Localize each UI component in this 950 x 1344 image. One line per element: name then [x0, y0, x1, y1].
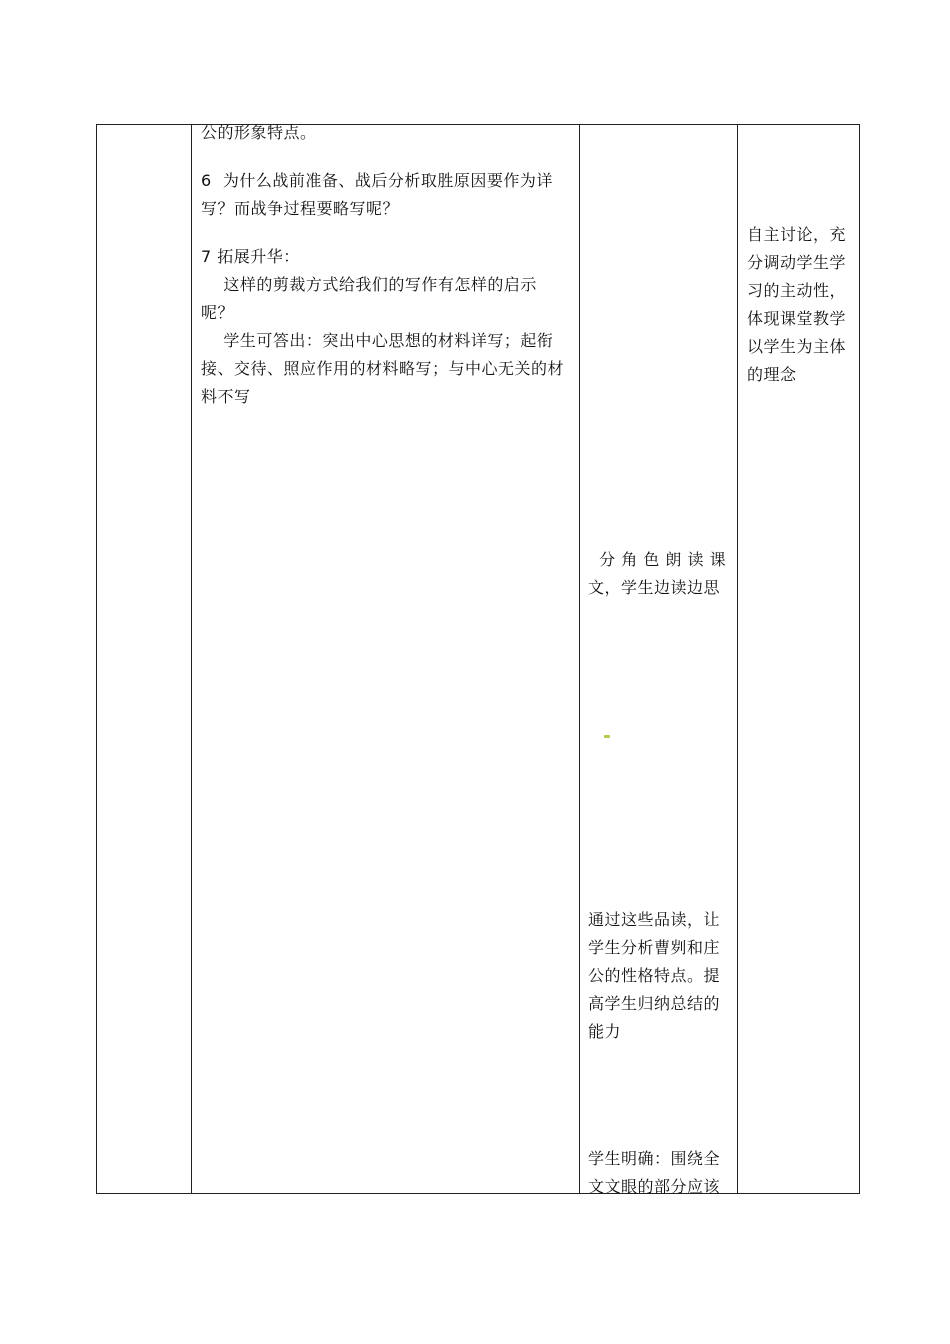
question-6-line: 6 为什么战前准备、战后分析取胜原因要作为详 [201, 171, 553, 190]
student-activity-line: 高学生归纳总结的 [588, 994, 721, 1013]
design-intent-line: 体现课堂教学 [747, 309, 847, 328]
design-intent-line: 以学生为主体 [747, 337, 847, 356]
student-activity-line: 文文眼的部分应该 [588, 1177, 721, 1196]
design-intent-line: 自主讨论，充 [747, 225, 847, 244]
design-intent-line: 的理念 [747, 365, 797, 384]
column-divider-3 [737, 125, 738, 1193]
question-7-heading: 7 拓展升华： [201, 247, 300, 266]
student-activity-line: 学生分析曹刿和庄 [588, 938, 721, 957]
student-activity-line: 公的性格特点。提 [588, 966, 721, 985]
content-line: 公的形象特点。 [201, 123, 317, 142]
answer-line: 料不写 [201, 387, 251, 406]
column-divider-1 [191, 125, 192, 1193]
answer-line: 学生可答出：突出中心思想的材料详写；起衔 [201, 331, 554, 350]
question-7-line: 呢？ [201, 303, 235, 322]
student-activity-line: 分 角 色 朗 读 课 [588, 550, 727, 569]
question-7-line: 这样的剪裁方式给我们的写作有怎样的启示 [201, 275, 537, 294]
student-activity-analyze [588, 906, 734, 1046]
student-activity-line: 通过这些品读，让 [588, 910, 721, 929]
student-activity-line: 能力 [588, 1022, 622, 1041]
answer-line: 接、交待、照应作用的材料略写；与中心无关的材 [201, 359, 565, 378]
teaching-content-cell [201, 119, 575, 411]
student-activity-line: 学生明确：围绕全 [588, 1149, 721, 1168]
design-intent-line: 分调动学生学 [747, 253, 847, 272]
student-activity-line: 文，学生边读边思 [588, 578, 721, 597]
lesson-plan-table [96, 124, 860, 1194]
design-intent-cell [747, 221, 857, 389]
student-activity-read [588, 546, 734, 602]
question-6-line: 写？而战争过程要略写呢？ [201, 199, 400, 218]
student-activity-clarify [588, 1145, 734, 1201]
design-intent-line: 习的主动性， [747, 281, 847, 300]
column-divider-2 [579, 125, 580, 1193]
ink-speck [604, 735, 610, 738]
